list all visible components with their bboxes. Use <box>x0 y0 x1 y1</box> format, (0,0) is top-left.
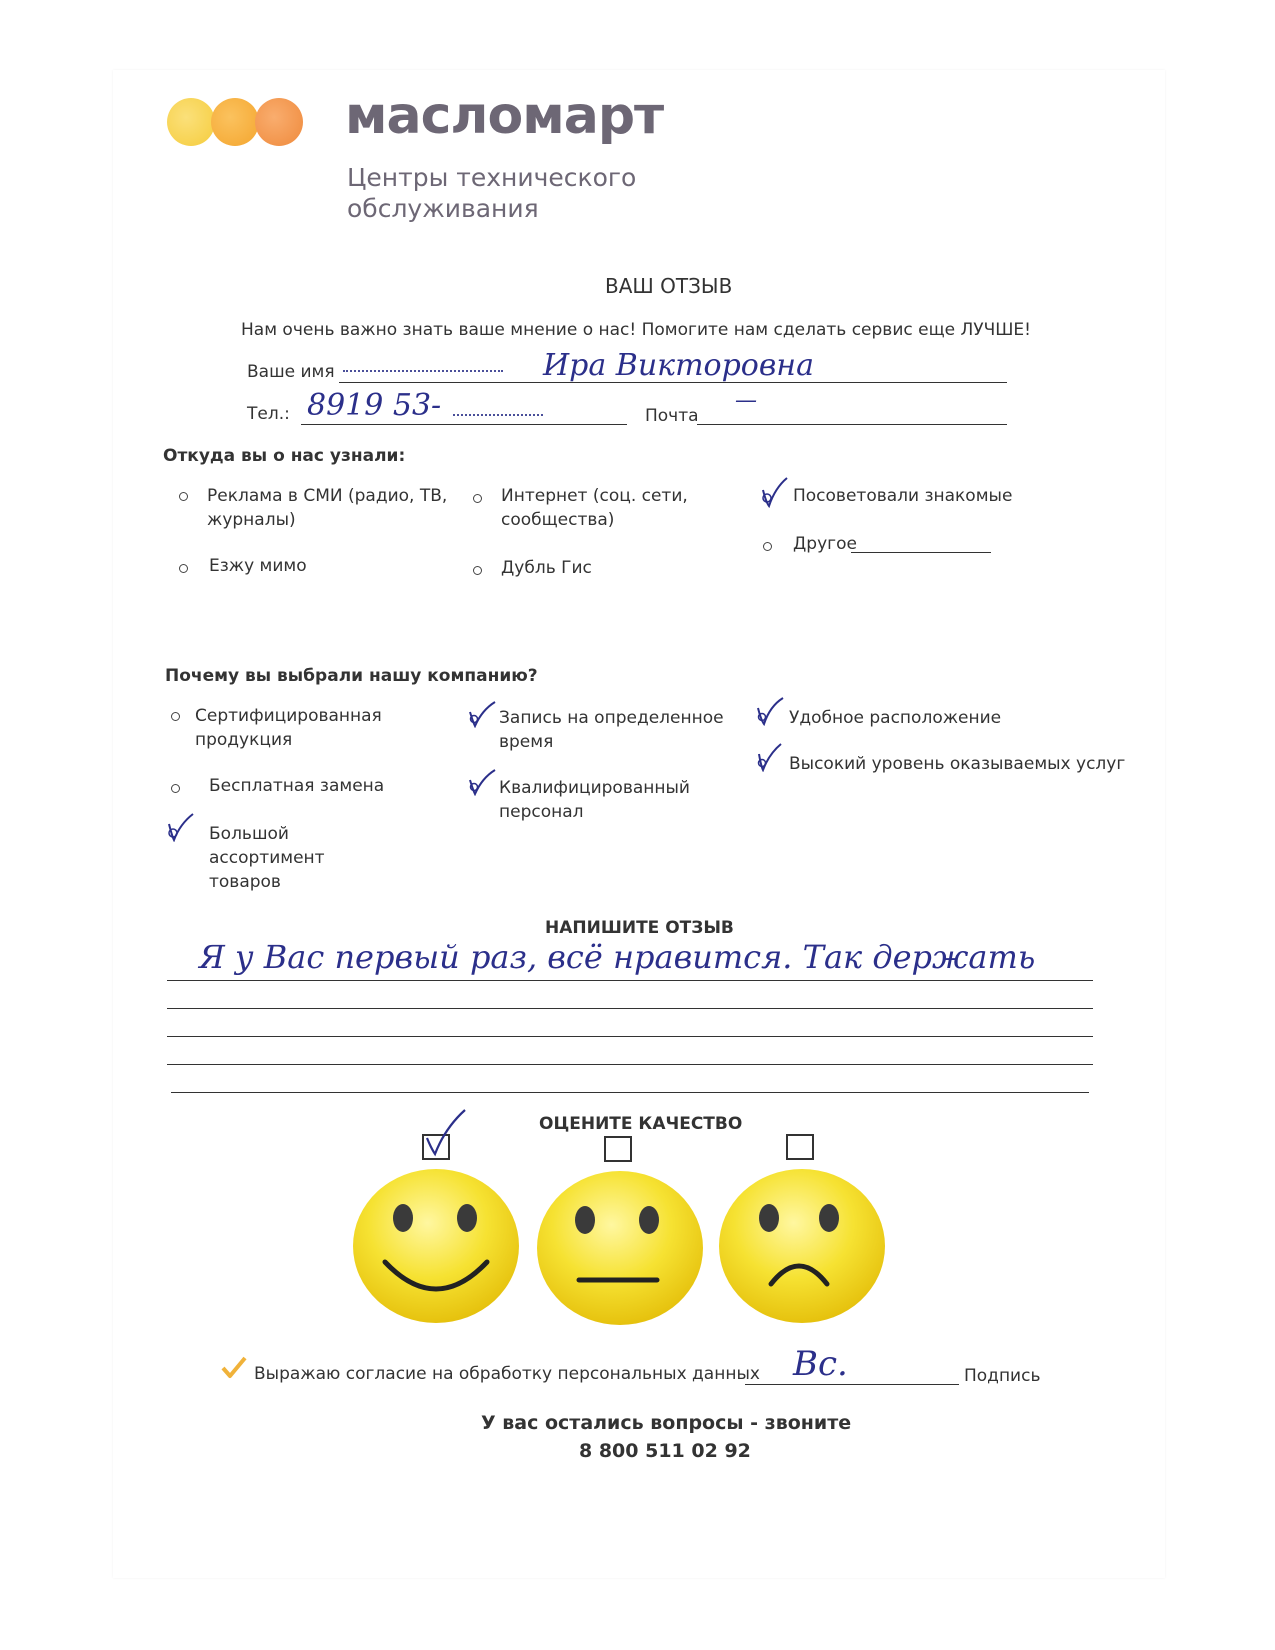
phone-line <box>301 424 627 425</box>
source-option-passing-bullet[interactable] <box>179 564 188 573</box>
logo-dot-orange <box>211 98 259 146</box>
review-line-4 <box>167 1064 1093 1065</box>
phone-label: Тел.: <box>247 404 290 424</box>
source-option-2gis-bullet[interactable] <box>473 566 482 575</box>
phone-value[interactable]: 8919 53- <box>307 388 442 423</box>
reason-option-free-replacement-bullet[interactable] <box>171 784 180 793</box>
rating-heading: ОЦЕНИТЕ КАЧЕСТВО <box>539 1114 743 1134</box>
reason-option-location-checkmark[interactable] <box>755 696 785 726</box>
source-heading: Откуда вы о нас узнали: <box>163 446 406 466</box>
smiley-sad-icon[interactable] <box>717 1166 887 1326</box>
smiley-happy-icon[interactable] <box>351 1166 521 1326</box>
logo-dot-yellow <box>167 98 215 146</box>
reason-option-free-replacement[interactable]: Бесплатная замена <box>209 776 385 796</box>
source-option-other-bullet[interactable] <box>763 542 772 551</box>
reason-option-certified[interactable]: Сертифицированная продукция <box>195 706 382 750</box>
logo-dot-red <box>255 98 303 146</box>
source-option-internet-bullet[interactable] <box>473 494 482 503</box>
source-option-media-bullet[interactable] <box>179 492 188 501</box>
consent-check-icon <box>221 1356 247 1380</box>
reason-option-service-level[interactable]: Высокий уровень оказываемых услуг <box>789 754 1126 774</box>
rating-good-checkmark <box>423 1108 469 1158</box>
reason-option-location[interactable]: Удобное расположение <box>789 708 1002 728</box>
review-line-5 <box>171 1092 1089 1093</box>
review-heading: НАПИШИТЕ ОТЗЫВ <box>545 918 734 938</box>
brand-subtitle-line2: обслуживания <box>347 194 539 223</box>
form-title: ВАШ ОТЗЫВ <box>605 274 733 298</box>
source-option-2gis[interactable]: Дубль Гис <box>501 558 592 578</box>
source-option-passing[interactable]: Езжу мимо <box>209 556 307 576</box>
reason-heading: Почему вы выбрали нашу компанию? <box>165 666 538 686</box>
source-option-media[interactable]: Реклама в СМИ (радио, ТВ, журналы) <box>207 486 448 530</box>
reason-option-assortment-checkmark[interactable] <box>165 812 195 842</box>
name-label: Ваше имя <box>247 362 335 382</box>
source-option-friends[interactable]: Посоветовали знакомые <box>793 486 1013 506</box>
review-line-3 <box>167 1036 1093 1037</box>
brand-subtitle-line1: Центры технического <box>347 163 637 192</box>
signature-value[interactable]: Вс. <box>793 1344 848 1384</box>
reason-option-assortment[interactable]: Большой ассортимент товаров <box>209 824 325 892</box>
source-option-internet[interactable]: Интернет (соц. сети, сообщества) <box>501 486 688 530</box>
signature-label: Подпись <box>964 1366 1041 1386</box>
name-value[interactable]: Ира Викторовна <box>543 348 814 383</box>
reason-option-qualified-staff[interactable]: Квалифицированный персонал <box>499 778 690 822</box>
consent-text: Выражаю согласие на обработку персональных данных <box>254 1364 760 1384</box>
reason-option-service-level-checkmark[interactable] <box>755 742 783 772</box>
source-option-friends-checkmark[interactable] <box>759 476 789 508</box>
reason-option-certified-bullet[interactable] <box>171 712 180 721</box>
email-line <box>697 424 1007 425</box>
footer-question: У вас остались вопросы - звоните <box>481 1412 852 1434</box>
rating-neutral-checkbox[interactable] <box>604 1136 632 1162</box>
source-other-line <box>851 552 991 553</box>
review-line-2 <box>167 1008 1093 1009</box>
reason-option-appointment-checkmark[interactable] <box>467 700 497 728</box>
form-intro: Нам очень важно знать ваше мнение о нас! Помогите нам сделать сервис еще ЛУЧШЕ! <box>241 320 1031 340</box>
rating-bad-checkbox[interactable] <box>786 1134 814 1160</box>
review-line-1 <box>167 980 1093 981</box>
brand-name: масломарт <box>345 86 664 146</box>
signature-line <box>745 1384 959 1385</box>
review-text[interactable]: Я у Вас первый раз, всё нравится. Так держать <box>199 938 1036 976</box>
reason-option-qualified-staff-checkmark[interactable] <box>467 768 497 796</box>
source-option-other[interactable]: Другое <box>793 534 857 554</box>
phone-redacted-scribble <box>453 414 543 420</box>
feedback-sheet <box>113 70 1165 1578</box>
name-redacted-scribble <box>343 370 503 378</box>
email-value[interactable]: — <box>735 388 757 413</box>
smiley-neutral-icon[interactable] <box>535 1168 705 1328</box>
footer-phone[interactable]: 8 800 511 02 92 <box>579 1440 751 1462</box>
email-label: Почта <box>645 406 699 426</box>
reason-option-appointment[interactable]: Запись на определенное время <box>499 708 724 752</box>
